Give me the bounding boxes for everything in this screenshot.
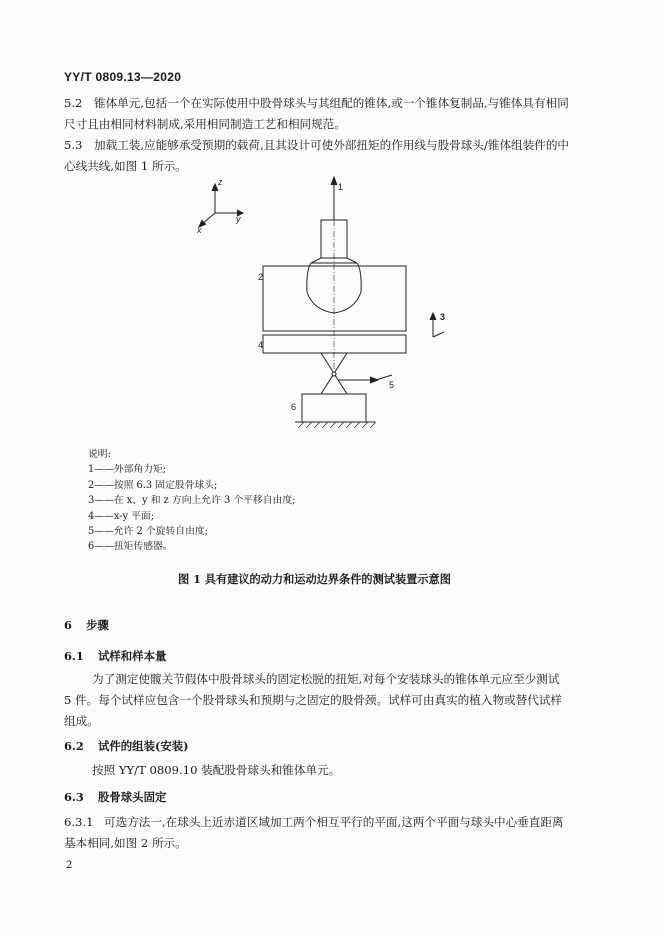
section-title: 试样和样本量: [98, 649, 167, 663]
section-number: 6.1: [64, 649, 84, 663]
clause-text: 可选方法一,在球头上近赤道区域加工两个相互平行的平面,这两个平面与球头中心垂直距离: [104, 815, 564, 829]
pivot-joint: [332, 372, 336, 376]
section-6-1-heading: [64, 648, 166, 664]
axis-label-y: y: [236, 214, 241, 224]
legend-item-6: 6——扭矩传感器。: [88, 541, 173, 553]
fixture-block: [263, 266, 406, 331]
callout-5: 5: [389, 380, 395, 390]
section-number: 6.2: [64, 739, 84, 753]
figure-1-diagram: [180, 170, 480, 440]
section-title: 步骤: [86, 618, 109, 632]
section-6-1-line1: 为了测定使髋关节假体中股骨球头的固定松脱的扭矩,对每个安装球头的锥体单元应至少测试: [92, 672, 560, 686]
section-6-2-line1: 按照 YY/T 0809.10 装配股骨球头和锥体单元。: [92, 763, 341, 777]
callout-1: 1: [338, 182, 344, 192]
paragraph-6-3-1-line2: 基本相同,如图 2 所示。: [64, 836, 187, 850]
clause-number: 5.3: [64, 138, 83, 152]
section-title: 股骨球头固定: [98, 790, 167, 804]
figure-legend: [88, 447, 295, 555]
paragraph-5-3-line1: [64, 135, 569, 156]
legend-item-5: 5——允许 2 个旋转自由度;: [88, 526, 208, 538]
moment-arrowhead: [331, 177, 337, 185]
document-header-code: YY/T 0809.13—2020: [64, 70, 182, 84]
clause-text: 锥体单元,包括一个在实际使用中股骨球头与其组配的锥体,或一个锥体复制品,与锥体具有相同: [94, 96, 569, 110]
clause-number: 5.2: [64, 96, 83, 110]
callout-6: 6: [291, 402, 297, 412]
legend-title: 说明:: [88, 449, 111, 460]
callout-3: 3: [440, 312, 446, 322]
x-y-plane-plate: [263, 335, 406, 353]
axis-label-z: z: [218, 177, 223, 187]
clause-text: 加载工装,应能够承受预期的载荷,且其设计可使外部扭矩的作用线与股骨球头/锥体组装件的中: [94, 138, 570, 152]
torque-sensor: [302, 394, 366, 422]
section-number: 6.3: [64, 790, 84, 804]
section-title: 试件的组装(安装): [98, 739, 189, 753]
section-6-heading: [64, 617, 109, 633]
figure-caption: 图 1 具有建议的动力和运动边界条件的测试装置示意图: [178, 572, 451, 586]
clause-number: 6.3.1: [64, 815, 94, 829]
section-6-3-heading: [64, 789, 166, 805]
leader-5: [338, 375, 392, 380]
paragraph-5-3-line2: 心线共线,如图 1 所示。: [64, 159, 187, 173]
arrow-3-head: [430, 313, 436, 320]
legend-item-4: 4——x-y 平面;: [88, 510, 155, 522]
leader-5-arrowhead: [370, 377, 378, 383]
callout-2: 2: [258, 272, 264, 282]
legend-item-2: 2——按照 6.3 固定股骨球头;: [88, 479, 218, 491]
legend-item-1: 1——外部角力矩;: [88, 464, 167, 476]
axis-label-x: x: [197, 225, 202, 235]
arrow-3-diagonal: [433, 332, 444, 337]
section-6-1-line3: 组成。: [64, 714, 99, 728]
page-number: 2: [66, 860, 73, 871]
callout-4: 4: [258, 340, 264, 350]
paragraph-5-2-line2: 尺寸且由相同材料制成,采用相同制造工艺和相同规范。: [64, 117, 346, 131]
section-6-1-line2: 5 件。每个试样应包含一个股骨球头和预期与之固定的股骨颈。试样可由真实的植入物或替代试样: [64, 693, 563, 707]
paragraph-6-3-1-line1: [64, 812, 564, 833]
section-6-2-heading: [64, 738, 189, 754]
legend-item-3: 3——在 x、y 和 z 方向上允许 3 个平移自由度;: [88, 495, 296, 507]
section-number: 6: [64, 618, 72, 632]
paragraph-5-2-line1: [64, 93, 569, 114]
ground-hatch: [298, 422, 376, 428]
